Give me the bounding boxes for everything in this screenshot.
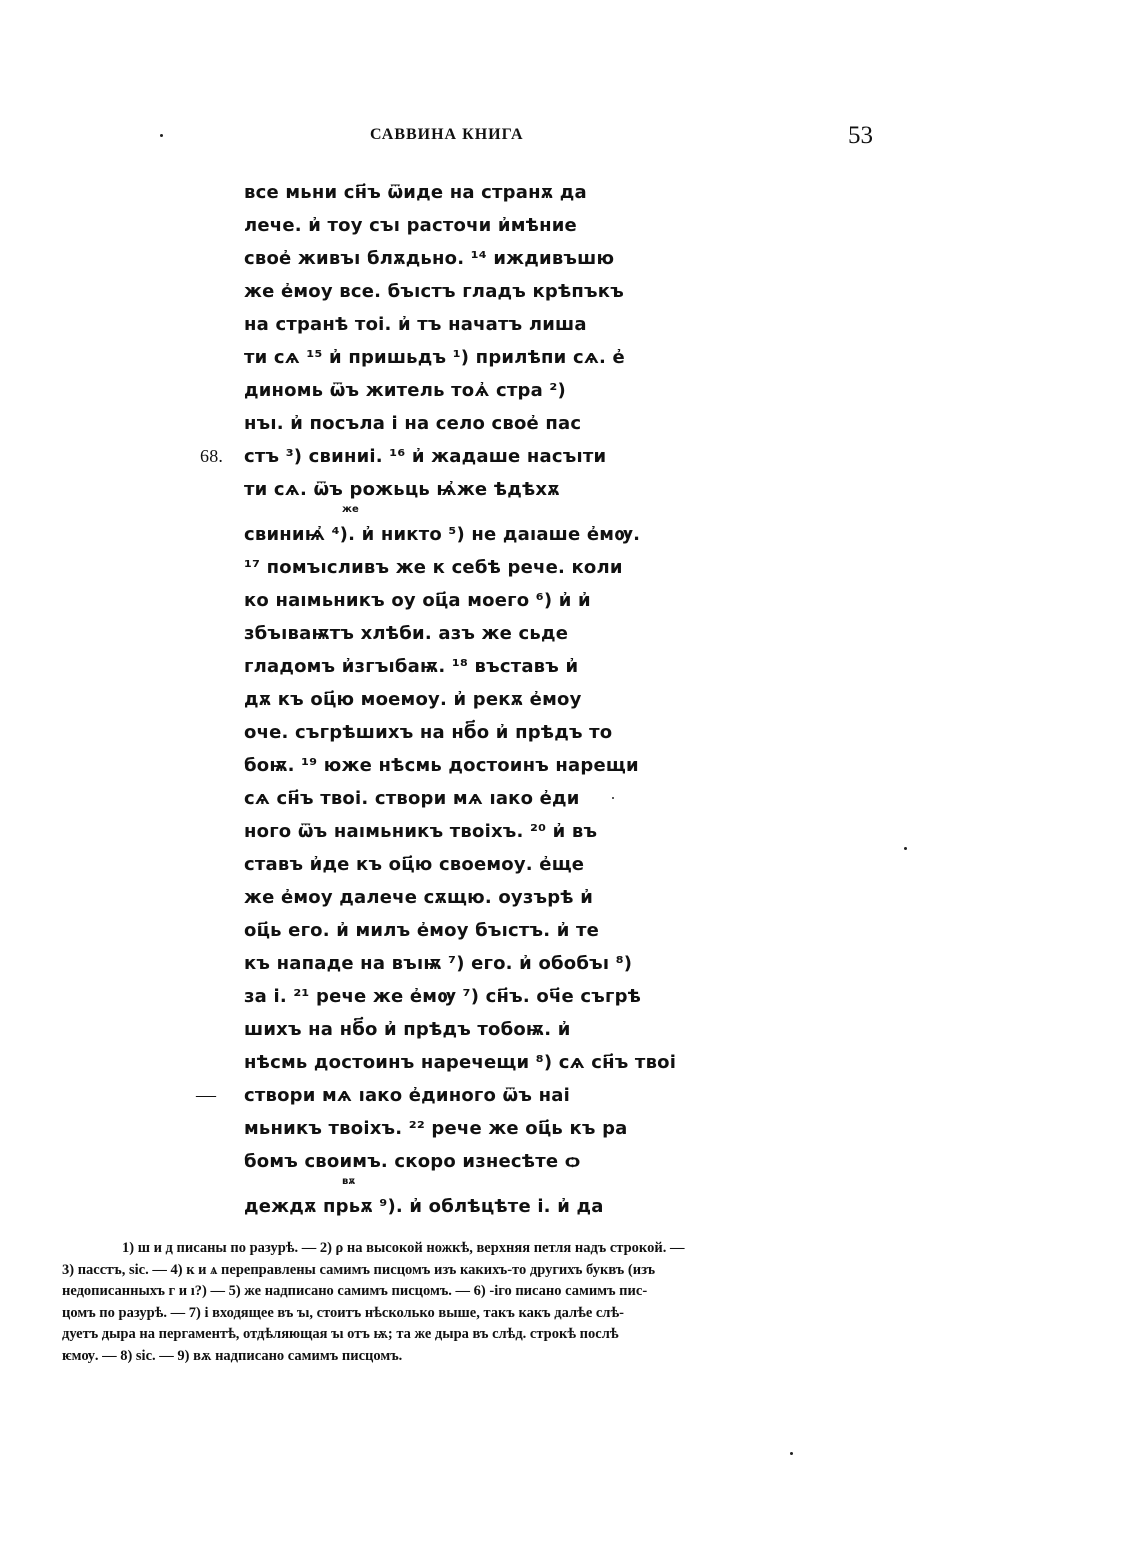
insertion-text: вѫ (342, 1176, 356, 1187)
text-line (244, 341, 684, 374)
text-line (244, 980, 684, 1013)
text-line (244, 1013, 684, 1046)
text-line (244, 275, 684, 308)
footnote-line: цомъ по разурѣ. — 7) і входящее въ ъı, стоитъ нѣсколько выше, такъ какъ далѣе слѣ- (62, 1304, 624, 1321)
page-number: 53 (848, 122, 873, 149)
margin-mark: 68. (200, 446, 224, 466)
line-text: оц҃ь его. и҆ милъ е҆моу бъıстъ. и҆ те (244, 920, 600, 941)
line-text: нѣсмь достоинъ наречещи ⁸) сѧ сн҃ъ твоі (244, 1052, 677, 1073)
scan-speck (160, 134, 163, 137)
line-text: ти сѧ ¹⁵ и҆ пришьдъ ¹) прилѣпи сѧ. е҆ (244, 347, 625, 368)
text-line (244, 881, 684, 914)
old-church-slavonic-text (196, 176, 684, 1223)
text-line (244, 176, 684, 209)
text-line (244, 242, 684, 275)
line-text: шихъ на нб҃о и҆ прѣдъ тобоѭ. и҆ (244, 1019, 571, 1040)
text-line (244, 407, 684, 440)
line-text: все мьни сн҃ъ ѿиде на странѫ да (244, 182, 587, 203)
line-text: гладомъ и҆згъıбаѭ. ¹⁸ въставъ и҆ (244, 656, 579, 677)
interlinear-insertion (244, 506, 684, 518)
text-line (244, 848, 684, 881)
line-text: ко наıмьникъ оу оц҃а моего ⁶) и҆ и҆ (244, 590, 591, 611)
text-line (244, 782, 684, 815)
text-line (244, 209, 684, 242)
line-text: деждѫ прьѫ ⁹). и҆ облѣцѣте і. и҆ да (244, 1196, 604, 1217)
scan-speck (612, 797, 614, 799)
line-text: къ нападе на въıѭ ⁷) его. и҆ обобъı ⁸) (244, 953, 633, 974)
text-line (244, 1046, 684, 1079)
text-line (244, 914, 684, 947)
line-text: свиниѩ҆ ⁴). и҆ никто ⁵) не даıаше е҆мѹ. (244, 524, 641, 545)
text-line (244, 1145, 684, 1178)
margin-mark: — (196, 1084, 217, 1106)
text-line (244, 374, 684, 407)
line-text: оче. съгрѣшихъ на нб҃о и҆ прѣдъ то (244, 722, 613, 743)
line-text: же е҆моу далече сѫщю. оузърѣ и҆ (244, 887, 594, 908)
text-line (244, 551, 684, 584)
scan-speck (790, 1452, 793, 1455)
footnotes (62, 1238, 868, 1367)
text-line (244, 1190, 684, 1223)
footnote-line: дуетъ дыра на пергаментѣ, отдѣляющая ъı отъ ѭ; та же дыра въ слѣд. строкѣ послѣ (62, 1326, 619, 1342)
text-line (244, 716, 684, 749)
text-line (244, 473, 684, 506)
insertion-text: же (342, 504, 359, 515)
text-line (196, 1079, 684, 1112)
interlinear-insertion (244, 1178, 684, 1190)
line-text: лече. и҆ тоу съı расточи и҆мѣние (244, 215, 577, 236)
text-line (244, 518, 684, 551)
line-text: на странѣ тоі. и҆ тъ начатъ лиша (244, 314, 587, 335)
scan-speck (904, 847, 907, 850)
line-text: боѭ. ¹⁹ юже нѣсмь достоинъ нарещи (244, 755, 639, 776)
text-line (244, 947, 684, 980)
text-line (244, 683, 684, 716)
text-line (244, 650, 684, 683)
line-text: сѧ сн҃ъ твоі. створи мѧ ıако е҆ди (244, 788, 580, 809)
footnote-line: ѥмѹ. — 8) sic. — 9) вѫ надписано самимъ писцомъ. (62, 1347, 403, 1364)
line-text: ставъ и҆де къ оц҃ю своемоу. е҆ще (244, 854, 585, 875)
text-line (244, 617, 684, 650)
line-text: диномь ѿъ житель тоѧ҆ стра ²) (244, 380, 566, 401)
line-text: створи мѧ ıако е҆диного ѿъ наі (244, 1085, 570, 1106)
text-line (244, 308, 684, 341)
line-text: нъı. и҆ посъла і на село свое҆ пас (244, 413, 582, 434)
footnote-line: недописанныхъ г и ı?) — 5) же надписано самимъ писцомъ. — 6) -іго писано самимъ пис- (62, 1283, 648, 1299)
line-text: ¹⁷ помъıсливъ же к себѣ рече. коли (244, 557, 623, 578)
line-text: збъıваѭтъ хлѣби. азъ же сьде (244, 623, 569, 644)
footnote-line: 3) пасстъ, sic. — 4) к и ѧ перепpавлены самимъ писцомъ изъ какихъ-то другихъ буквъ (изъ (62, 1261, 656, 1278)
line-text: ного ѿъ наıмьникъ твоіхъ. ²⁰ и҆ въ (244, 821, 598, 842)
line-text: бомъ своимъ. скоро изнесѣте ѻ (244, 1151, 581, 1172)
line-text: за і. ²¹ рече же е҆мѹ ⁷) сн҃ъ. оч҃е съгрѣ (244, 986, 642, 1007)
text-line (244, 584, 684, 617)
text-line (200, 440, 684, 473)
line-text: стъ ³) свиниі. ¹⁶ и҆ жадаше насъıти (244, 446, 607, 467)
text-line (244, 815, 684, 848)
line-text: же е҆моу все. бъıстъ гладъ крѣпъкъ (244, 281, 624, 302)
line-text: дѫ къ оц҃ю моемоу. и҆ рекѫ е҆моу (244, 689, 582, 710)
line-text: ти сѧ. ѿъ рожьць ѩ҆же ѣдѣхѫ (244, 479, 560, 500)
running-title: САВВИНА КНИГА (370, 126, 524, 143)
line-text: свое҆ живъı блѫдьно. ¹⁴ иждивъшю (244, 248, 615, 269)
line-text: мьникъ твоіхъ. ²² рече же оц҃ь къ ра (244, 1118, 628, 1139)
footnote-line: 1) ш и д писаны по разурѣ. — 2) ρ на высокой ножкѣ, верхняя петля надъ строкой. — (122, 1240, 685, 1256)
text-line (244, 749, 684, 782)
text-line (244, 1112, 684, 1145)
